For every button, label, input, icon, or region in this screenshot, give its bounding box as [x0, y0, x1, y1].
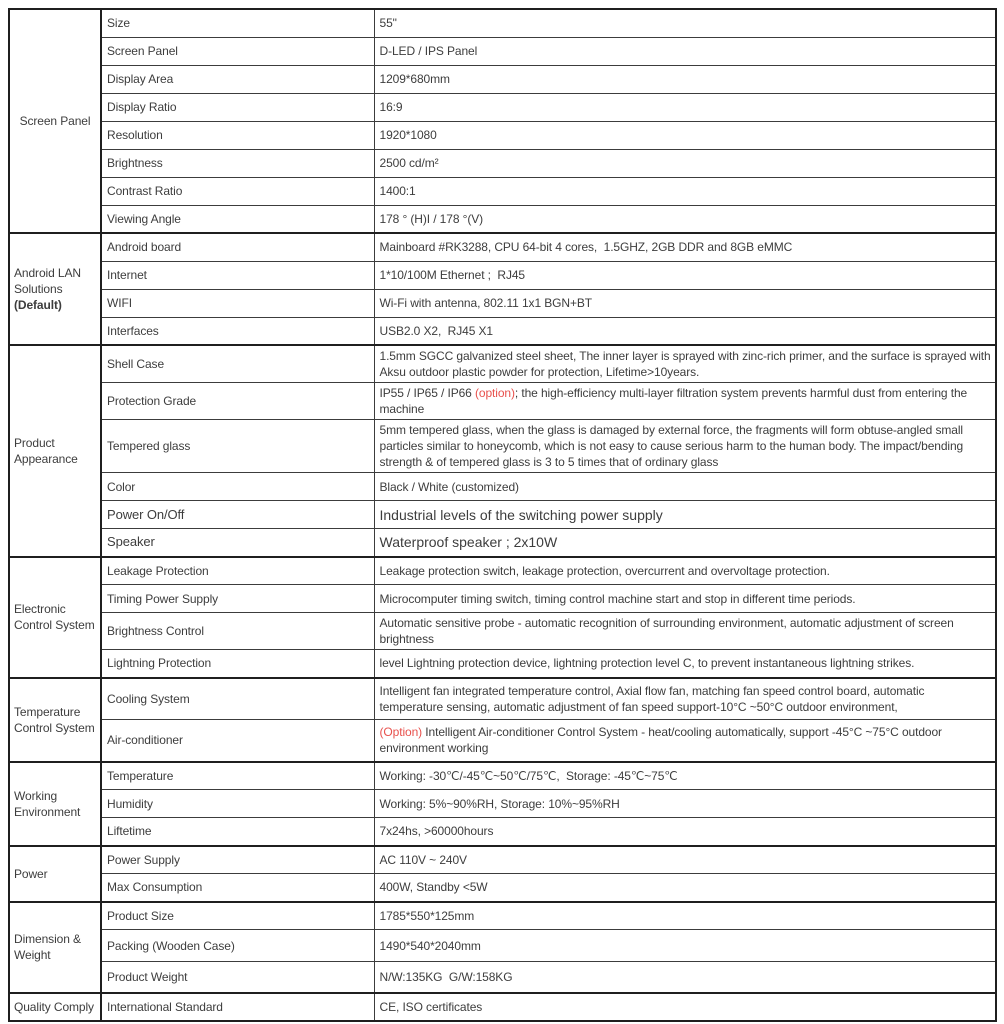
value-cell	[374, 9, 996, 37]
table-row	[9, 261, 996, 289]
category-cell	[9, 993, 101, 1021]
value-cell	[374, 846, 996, 874]
value-cell	[374, 121, 996, 149]
value-text: Working: -30℃/-45℃~50℃/75℃, Storage: -45℃~75℃	[379, 768, 678, 783]
value-text: Microcomputer timing switch, timing control machine start and stop in different time periods.	[379, 591, 856, 606]
value-text: 1209*680mm	[379, 72, 450, 86]
property-cell: Max Consumption	[101, 874, 374, 902]
table-row	[9, 650, 996, 678]
property-cell: Brightness	[101, 149, 374, 177]
category-cell	[9, 345, 101, 557]
property-cell: Power On/Off	[101, 501, 374, 529]
property-cell: Interfaces	[101, 317, 374, 345]
category-label: (Default)	[14, 298, 62, 312]
table-row	[9, 121, 996, 149]
option-highlight: (Option)	[379, 725, 423, 740]
table-row	[9, 585, 996, 613]
category-cell	[9, 9, 101, 233]
value-text: Working: 5%~90%RH, Storage: 10%~95%RH	[379, 796, 620, 811]
value-cell	[374, 557, 996, 585]
option-highlight: (option)	[475, 386, 515, 400]
table-row	[9, 818, 996, 846]
value-cell	[374, 678, 996, 720]
table-row	[9, 205, 996, 233]
value-cell	[374, 420, 996, 473]
value-text: 1*10/100M Ethernet ; RJ45	[379, 268, 525, 282]
property-cell: Humidity	[101, 790, 374, 818]
value-text: 1490*540*2040mm	[379, 938, 481, 953]
table-row	[9, 420, 996, 473]
category-label: Electronic Control System	[14, 602, 95, 632]
table-row	[9, 65, 996, 93]
category-cell	[9, 233, 101, 345]
category-label: Screen Panel	[19, 114, 91, 128]
property-cell: Android board	[101, 233, 374, 261]
table-row	[9, 501, 996, 529]
value-text: D-LED / IPS Panel	[379, 44, 478, 58]
table-row	[9, 874, 996, 902]
table-row	[9, 149, 996, 177]
value-cell	[374, 993, 996, 1021]
value-text: level Lightning protection device, lightning protection level C, to prevent instantaneous lightning strikes.	[379, 656, 915, 671]
table-row	[9, 762, 996, 790]
value-cell	[374, 930, 996, 962]
value-text: IP55 / IP65 / IP66	[379, 386, 475, 400]
value-cell	[374, 93, 996, 121]
value-cell	[374, 529, 996, 557]
category-label: Android LAN Solutions	[14, 266, 81, 296]
property-cell: Resolution	[101, 121, 374, 149]
category-cell	[9, 678, 101, 762]
table-row	[9, 613, 996, 650]
value-cell	[374, 501, 996, 529]
table-row	[9, 930, 996, 962]
property-cell: Color	[101, 473, 374, 501]
category-label: Working Environment	[14, 788, 81, 819]
value-cell	[374, 613, 996, 650]
table-row	[9, 557, 996, 585]
property-cell: Brightness Control	[101, 613, 374, 650]
value-cell	[374, 261, 996, 289]
spec-table	[8, 8, 997, 1022]
property-cell: Viewing Angle	[101, 205, 374, 233]
value-cell	[374, 345, 996, 383]
value-cell	[374, 289, 996, 317]
value-text: 2500 cd/m²	[379, 156, 439, 170]
value-cell	[374, 902, 996, 930]
property-cell: Temperature	[101, 762, 374, 790]
value-cell	[374, 720, 996, 762]
table-row	[9, 289, 996, 317]
category-cell	[9, 557, 101, 678]
table-row	[9, 720, 996, 762]
category-label: Quality Comply	[14, 999, 94, 1014]
value-cell	[374, 177, 996, 205]
property-cell: Contrast Ratio	[101, 177, 374, 205]
property-cell: Lightning Protection	[101, 650, 374, 678]
value-text: AC 110V ~ 240V	[379, 852, 467, 867]
category-cell	[9, 762, 101, 846]
property-cell: Screen Panel	[101, 37, 374, 65]
property-cell: Speaker	[101, 529, 374, 557]
value-text: Black / White (customized)	[379, 479, 519, 494]
value-text: Waterproof speaker ; 2x10W	[379, 534, 558, 551]
value-cell	[374, 762, 996, 790]
category-cell	[9, 846, 101, 902]
table-row	[9, 473, 996, 501]
property-cell: Display Area	[101, 65, 374, 93]
value-text: 1920*1080	[379, 128, 437, 142]
table-row	[9, 177, 996, 205]
property-cell: Power Supply	[101, 846, 374, 874]
property-cell: Timing Power Supply	[101, 585, 374, 613]
value-text: N/W:135KG G/W:158KG	[379, 969, 513, 984]
property-cell: WIFI	[101, 289, 374, 317]
property-cell: Cooling System	[101, 678, 374, 720]
category-label: Power	[14, 866, 48, 881]
value-text: Intelligent fan integrated temperature control, Axial flow fan, matching fan speed control board, automatic temperature sensing, automatic adjustment of fan speed support-10°C ~50°C outdoor environment,	[379, 683, 928, 714]
value-text: Automatic sensitive probe - automatic recognition of surrounding environment, automatic adjustment of screen brightness	[379, 616, 957, 646]
value-cell	[374, 205, 996, 233]
value-text: 16:9	[379, 100, 403, 114]
value-text: CE, ISO certificates	[379, 999, 483, 1014]
category-label: Temperature Control System	[14, 704, 95, 735]
property-cell: Internet	[101, 261, 374, 289]
value-text: 1785*550*125mm	[379, 908, 475, 923]
property-cell: Product Weight	[101, 962, 374, 993]
property-cell: Size	[101, 9, 374, 37]
table-row	[9, 383, 996, 420]
value-cell	[374, 585, 996, 613]
property-cell: Protection Grade	[101, 383, 374, 420]
value-cell	[374, 65, 996, 93]
table-row	[9, 790, 996, 818]
property-cell: Product Size	[101, 902, 374, 930]
value-text: 1400:1	[379, 184, 416, 198]
table-row	[9, 529, 996, 557]
property-cell: Packing (Wooden Case)	[101, 930, 374, 962]
value-text: 178 ° (H)I / 178 °(V)	[379, 211, 484, 226]
value-text: USB2.0 X2, RJ45 X1	[379, 323, 493, 338]
spec-table-body	[9, 9, 996, 1021]
value-text: Leakage protection switch, leakage protection, overcurrent and overvoltage protection.	[379, 563, 830, 578]
property-cell: International Standard	[101, 993, 374, 1021]
value-text: 5mm tempered glass, when the glass is damaged by external force, the fragments will form obtuse-angled small particles similar to honeycomb, which is not easy to cause serious harm to the human body. The impact/bending strength & of tempered glass is 3 to 5 times that of ordinary glass	[379, 423, 967, 469]
table-row	[9, 9, 996, 37]
category-label: Product Appearance	[14, 435, 78, 466]
property-cell: Shell Case	[101, 345, 374, 383]
table-row	[9, 846, 996, 874]
table-row	[9, 993, 996, 1021]
table-row	[9, 93, 996, 121]
value-text: 400W, Standby <5W	[379, 880, 488, 895]
table-row	[9, 345, 996, 383]
property-cell: Liftetime	[101, 818, 374, 846]
category-label: Dimension & Weight	[14, 932, 81, 962]
value-text: Intelligent Air-conditioner Control System - heat/cooling automatically, support -45°C ~75°C outdoor environment working	[379, 725, 946, 756]
value-text: 7x24hs, >60000hours	[379, 824, 494, 839]
property-cell: Tempered glass	[101, 420, 374, 473]
table-row	[9, 962, 996, 993]
value-cell	[374, 874, 996, 902]
property-cell: Display Ratio	[101, 93, 374, 121]
table-row	[9, 317, 996, 345]
value-cell	[374, 37, 996, 65]
value-text: Wi-Fi with antenna, 802.11 1x1 BGN+BT	[379, 296, 593, 310]
value-cell	[374, 962, 996, 993]
property-cell: Leakage Protection	[101, 557, 374, 585]
table-row	[9, 678, 996, 720]
value-cell	[374, 473, 996, 501]
category-cell	[9, 902, 101, 993]
value-cell	[374, 149, 996, 177]
value-cell	[374, 233, 996, 261]
value-text: 1.5mm SGCC galvanized steel sheet, The inner layer is sprayed with zinc-rich primer, and the surface is sprayed with Aksu outdoor plastic powder for protection, Lifetime>10years.	[379, 349, 994, 379]
value-text: 55"	[379, 16, 397, 31]
value-text: Mainboard #RK3288, CPU 64-bit 4 cores, 1.5GHZ, 2GB DDR and 8GB eMMC	[379, 240, 793, 255]
value-cell	[374, 818, 996, 846]
table-row	[9, 37, 996, 65]
value-cell	[374, 383, 996, 420]
value-cell	[374, 317, 996, 345]
value-cell	[374, 790, 996, 818]
value-cell	[374, 650, 996, 678]
table-row	[9, 902, 996, 930]
property-cell: Air-conditioner	[101, 720, 374, 762]
value-text: ; the high-efficiency multi-layer filtration system prevents harmful dust from entering the machine	[379, 386, 971, 416]
value-text: Industrial levels of the switching power supply	[379, 506, 663, 523]
table-row	[9, 233, 996, 261]
